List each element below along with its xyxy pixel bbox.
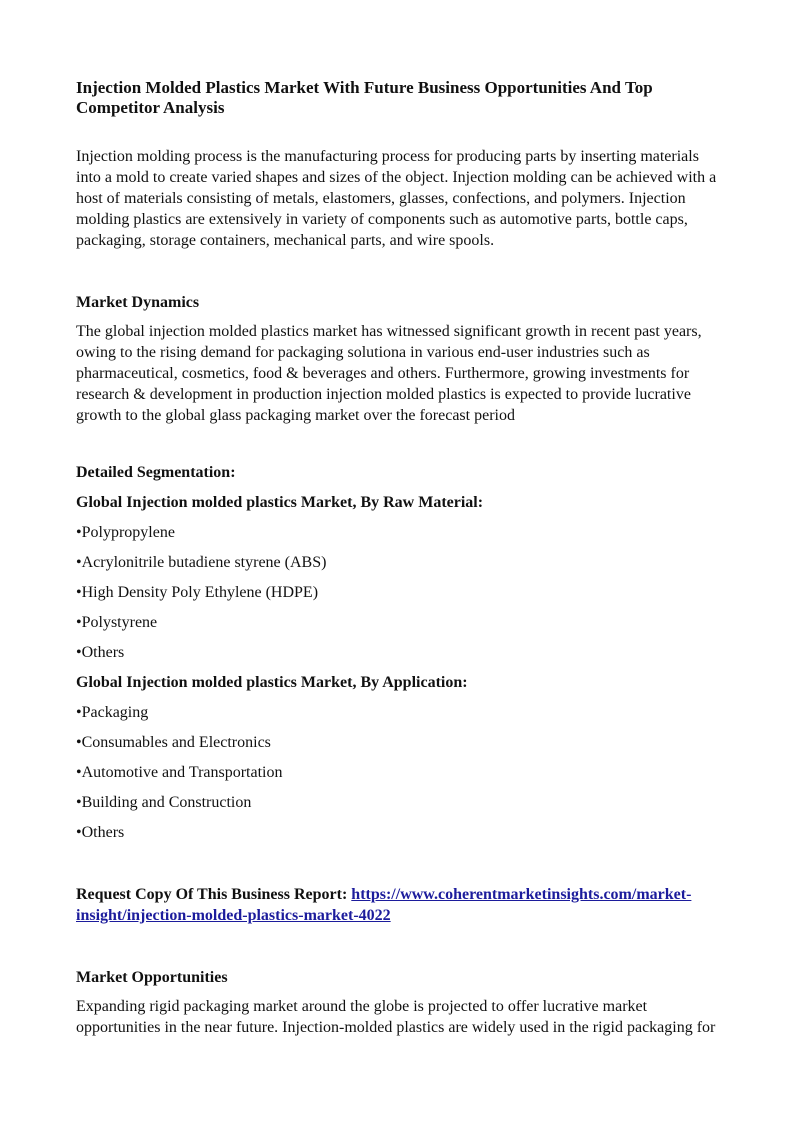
bullet-application-building: •Building and Construction: [76, 794, 252, 811]
sub-heading-application: Global Injection molded plastics Market, By Application:: [76, 674, 468, 691]
bullet-raw-material-polystyrene: •Polystyrene: [76, 614, 158, 631]
bullet-application-automotive: •Automotive and Transportation: [76, 764, 283, 781]
bullet-application-consumables: •Consumables and Electronics: [76, 734, 271, 751]
request-copy-line: [76, 884, 718, 926]
bullet-raw-material-polypropylene: •Polypropylene: [76, 524, 175, 541]
sub-heading-raw-material: Global Injection molded plastics Market, By Raw Material:: [76, 494, 484, 511]
bullet-raw-material-abs: •Acrylonitrile butadiene styrene (ABS): [76, 554, 327, 571]
bullet-application-packaging: •Packaging: [76, 704, 149, 721]
section-heading-market-dynamics: Market Dynamics: [76, 294, 200, 311]
bullet-application-others: •Others: [76, 824, 125, 841]
market-opportunities-paragraph: Expanding rigid packaging market around the globe is projected to offer lucrative market opportunities in the near future. Injection-molded plastics are widely used in the rigid packaging for: [76, 998, 716, 1036]
section-heading-detailed-segmentation: Detailed Segmentation:: [76, 464, 236, 481]
section-heading-market-opportunities: Market Opportunities: [76, 969, 228, 986]
market-dynamics-paragraph: The global injection molded plastics market has witnessed significant growth in recent past years, owing to the rising demand for packaging solutiona in various end-user industries such as pharmaceutical, cosmetics, food & beverages and others. Furthermore, growing investments for research & development in production injection molded plastics is expected to provide lucrative growth to the global glass packaging market over the forecast period: [76, 323, 702, 424]
intro-paragraph: Injection molding process is the manufacturing process for producing parts by inserting materials into a mold to create varied shapes and sizes of the object. Injection molding can be achieved with a host of materials consisting of metals, elastomers, glasses, confections, and polymers. Injection molding plastics are extensively in variety of components such as automotive parts, bottle caps, packaging, storage containers, mechanical parts, and wire spools.: [76, 148, 717, 249]
page-title: Injection Molded Plastics Market With Future Business Opportunities And Top Competitor Analysis: [76, 78, 653, 117]
bullet-raw-material-hdpe: •High Density Poly Ethylene (HDPE): [76, 584, 319, 601]
report-link[interactable]: https://www.coherentmarketinsights.com/market-insight/injection-molded-plastics-market-4022: [76, 886, 692, 924]
request-copy-label: Request Copy Of This Business Report:: [76, 886, 352, 903]
bullet-raw-material-others: •Others: [76, 644, 125, 661]
